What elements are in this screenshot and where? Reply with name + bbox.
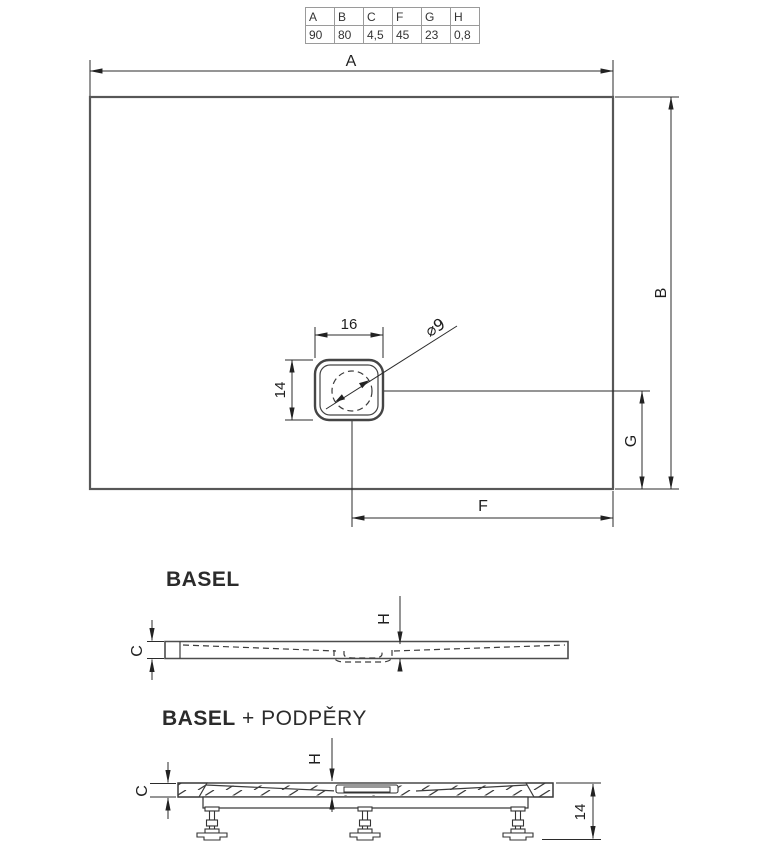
basel-side-view [129, 596, 568, 680]
support-leg-right [503, 807, 533, 840]
table-value: 80 [335, 26, 364, 44]
side-view-title-text: BASEL [166, 568, 240, 591]
drain-height-label: 14 [272, 381, 289, 399]
dimension-b-label: B [653, 287, 670, 299]
support-frame [203, 797, 528, 808]
table-header: G [422, 8, 451, 26]
table-header: F [393, 8, 422, 26]
dimension-c-support [134, 762, 176, 819]
dimension-c-basel [129, 620, 164, 680]
dimension-c-support-label: C [134, 785, 151, 797]
dimension-c-basel-label: C [129, 645, 146, 657]
dimension-b [615, 97, 679, 489]
table-value: 90 [306, 26, 335, 44]
dimension-h-support-label: H [307, 753, 324, 765]
support-view-title-bold: BASEL [162, 707, 236, 730]
drain-diameter-label: ⌀9 [421, 314, 449, 341]
support-legs [197, 807, 533, 840]
dimension-g-label: G [623, 434, 640, 448]
table-value: 45 [393, 26, 422, 44]
top-view [90, 53, 679, 527]
table-header: B [335, 8, 364, 26]
table-value: 4,5 [364, 26, 393, 44]
dimension-f [352, 491, 613, 527]
table-value: 0,8 [451, 26, 480, 44]
dimension-g [623, 391, 642, 489]
drain-width-label: 16 [340, 316, 358, 333]
drain-top-view [315, 360, 383, 420]
tray-cross-section [178, 783, 553, 797]
tray-profile [165, 642, 568, 659]
table-header: C [364, 8, 393, 26]
drain-cross-section [334, 784, 398, 795]
table-value: 23 [422, 26, 451, 44]
basel-support-view [134, 738, 601, 840]
dimension-a [90, 53, 613, 96]
table-header: A [306, 8, 335, 26]
support-leg-left [197, 807, 227, 840]
support-view-title-light: + PODPĚRY [235, 707, 367, 730]
support-leg-middle [350, 807, 380, 840]
table-header: H [451, 8, 480, 26]
total-height-label: 14 [572, 803, 589, 821]
dimension-h-basel-label: H [376, 613, 393, 625]
dimension-a-label: A [345, 53, 357, 70]
dimension-f-label: F [478, 498, 488, 515]
